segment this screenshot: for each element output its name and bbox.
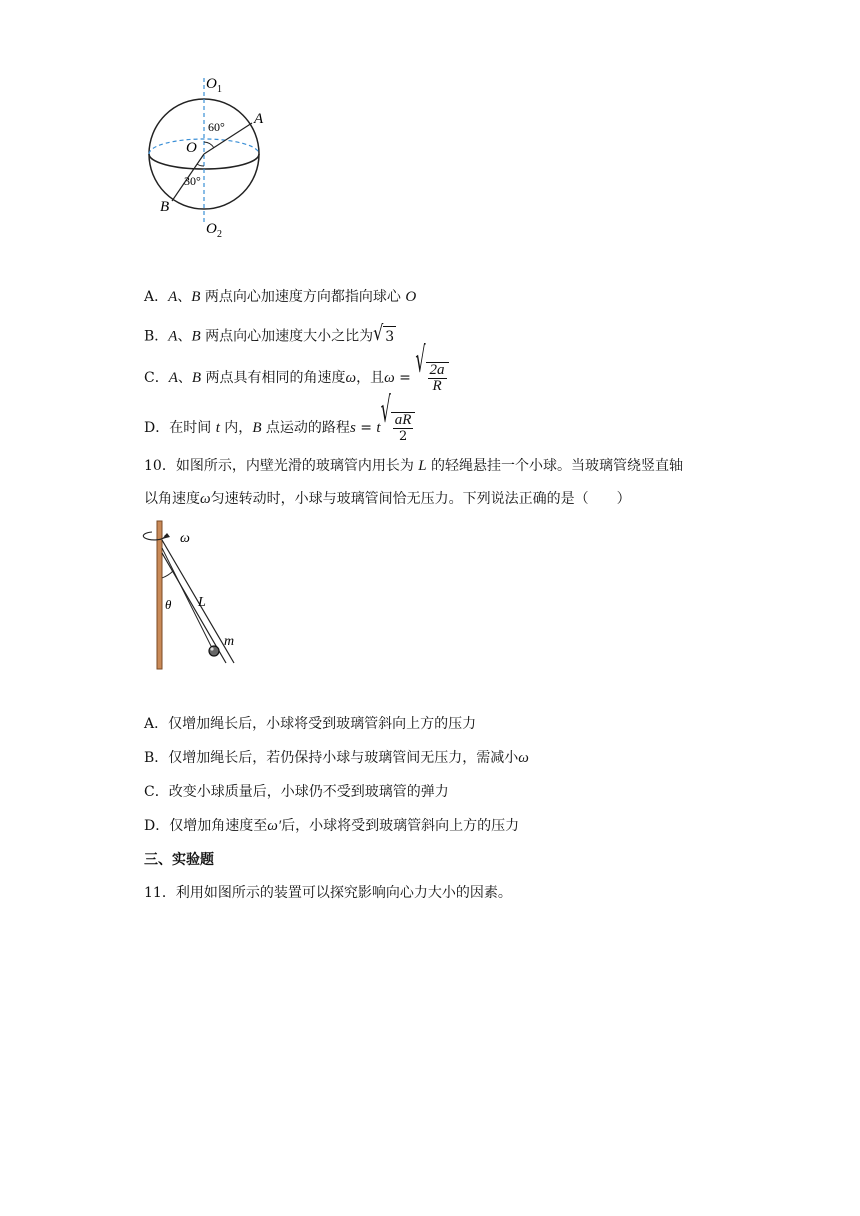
q10-option-c: C．改变小球质量后，小球仍不受到玻璃管的弹力 [144, 784, 449, 800]
label-o2-sub: 2 [217, 229, 222, 240]
label-o1-sub: 1 [217, 84, 222, 95]
q10-option-d: D．仅增加角速度至ω′后，小球将受到玻璃管斜向上方的压力 [144, 818, 520, 834]
q10-option-a: A．仅增加绳长后，小球将受到玻璃管斜向上方的压力 [144, 716, 477, 732]
tube-figure [140, 518, 250, 673]
label-angle-30: 30° [184, 174, 201, 188]
label-o1: O [206, 76, 217, 92]
label-theta: θ [165, 597, 172, 612]
label-L: L [198, 595, 206, 610]
label-angle-60: 60° [208, 120, 225, 134]
sphere-figure [140, 68, 300, 243]
q10-stem-line1: 10．如图所示，内壁光滑的玻璃管内用长为 L 的轻绳悬挂一个小球。当玻璃管绕竖直轴 [144, 458, 684, 474]
label-o2: O [206, 221, 217, 237]
q9-option-a: A．A、B 两点向心加速度方向都指向球心 O [144, 289, 417, 305]
q9-option-b: B．A、B 两点向心加速度大小之比为 √ 3 [144, 320, 395, 345]
label-o: O [186, 140, 197, 156]
q9-option-c: C．A、B 两点具有相同的角速度ω，且ω = √ $\frac{2a}{R}$ [144, 362, 449, 394]
q9-option-d: D．在时间 t 内，B 点运动的路程s = t √ $\frac{aR}{2}$ [144, 412, 415, 444]
label-a: A [254, 111, 264, 127]
label-m: m [224, 634, 235, 649]
q10-option-b: B．仅增加绳长后，若仍保持小球与玻璃管间无压力，需减小ω [144, 750, 529, 766]
q10-stem-line2: 以角速度ω匀速转动时，小球与玻璃管间恰无压力。下列说法正确的是（ ） [144, 491, 631, 507]
q11-stem: 11．利用如图所示的装置可以探究影响向心力大小的因素。 [144, 885, 512, 901]
ball [209, 646, 219, 656]
section-heading: 三、实验题 [144, 852, 214, 868]
label-b: B [160, 199, 170, 215]
label-omega: ω [180, 531, 190, 546]
